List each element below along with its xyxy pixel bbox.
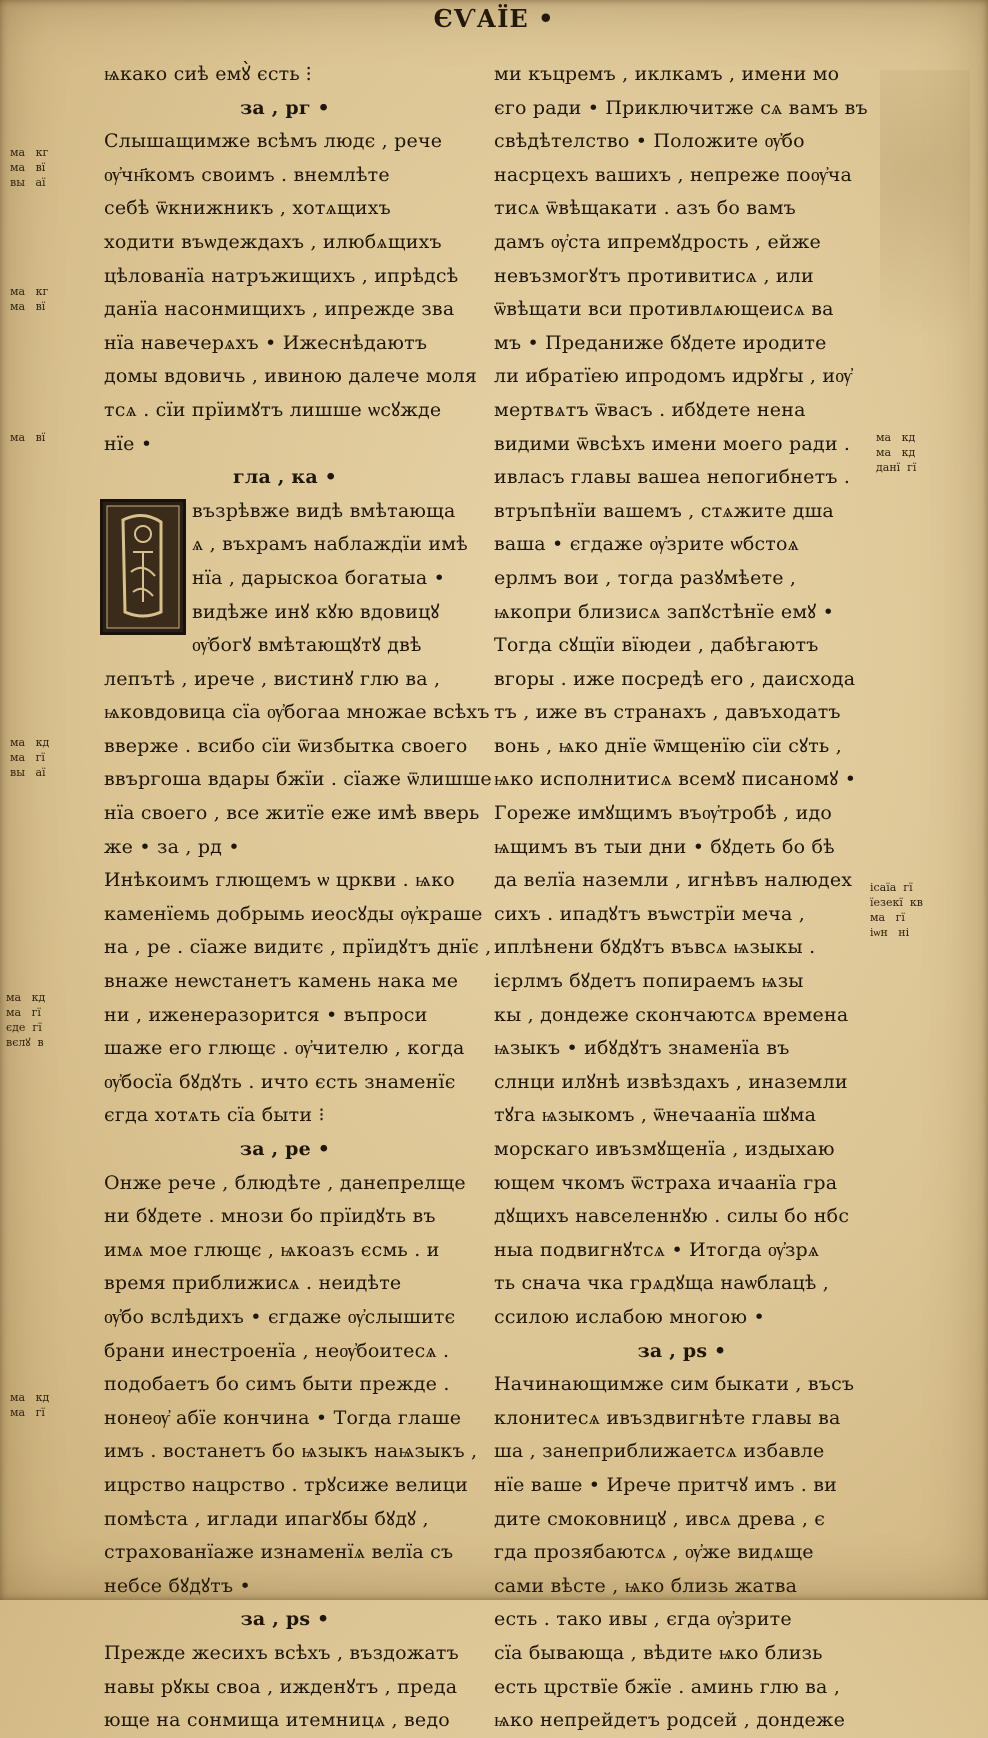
text-line: Тогда сꙋщїи вїюдеи , дабѣгаютъ (494, 634, 819, 657)
text-line: видими ѿвсѣхъ имени моего ради . (494, 432, 851, 455)
text-line: єго ради • Приключитже сѧ вамъ въ (494, 96, 868, 119)
text-line: кы , дондеже скончаютсѧ времена (494, 1003, 849, 1026)
text-line: ходити въѡдеждахъ , илюбѧщихъ (104, 230, 442, 253)
margin-note: ма кг ма вї (10, 285, 49, 313)
text-line: ѩко непрейдетъ родсей , дондеже (494, 1709, 846, 1732)
margin-note: ма кг ма вї вы аї (10, 146, 49, 189)
text-line: есть . тако ивы , єгда ѹ҆зрите (494, 1608, 792, 1631)
right-column (494, 58, 870, 1732)
text-line: вонь , ѩко днїе ѿмщенїю сїи сꙋть , (494, 734, 842, 757)
text-line: ѩзыкъ • ибꙋдꙋтъ знаменїа въ (494, 1037, 790, 1060)
text-line: възрѣвже видѣ вмѣтающа (192, 499, 456, 522)
text-line: юще на сонмища итемницѧ , ведо (104, 1709, 450, 1732)
margin-note: ма кд ма гї єде гї вєлꙋ в (6, 991, 46, 1049)
text-line: домы вдовичь , ивиною далече моля (104, 365, 478, 388)
margin-note: ма кд ма гї вы аї (10, 736, 50, 779)
text-line: вверже . всибо сїи ѿизбытка своего (104, 734, 468, 757)
text-line: за , рѕ • (240, 1608, 330, 1631)
text-line: дите смоковницꙋ , ивсѧ древа , є (494, 1507, 826, 1530)
text-line: морскаго ивъзмꙋщенїа , издыхаю (494, 1138, 835, 1160)
text-line: клонитесѧ ивъздвигнѣте главы ва (494, 1406, 841, 1429)
text-line: ѹ҆чн҃комъ своимъ . внемлѣте (104, 163, 390, 186)
text-line: имъ . востанетъ бо ѩзыкъ наѩзыкъ , (104, 1440, 478, 1463)
text-line: внаже неѡстанетъ камень нака ме (104, 970, 459, 993)
text-line: шаже его глющє . ѹ҆чителю , когда (104, 1037, 465, 1060)
text-line: ть снача чка грѧдꙋща наѡблацѣ , (494, 1272, 830, 1295)
text-line: ієрлмъ бꙋдетъ попираемъ ѩзы (494, 970, 804, 993)
text-line: насрцехъ вашихъ , непреже поѹ҆ча (494, 163, 853, 186)
text-line: имѧ мое глющє , ѩкоазъ єсмь . и (104, 1238, 440, 1261)
text-line: ни , иженеразорится • въпроси (104, 1003, 428, 1026)
text-line: ваша • єгдаже ѹ҆зрите ѡбстоѧ (494, 533, 800, 556)
text-line: нїа , дарыскоа богатыа • (192, 566, 445, 589)
text-line: лепътѣ , ирече , вистинꙋ глю ва , (104, 667, 441, 690)
text-line: небсе бꙋдꙋтъ • (104, 1574, 251, 1597)
decorated-initial-icon (100, 499, 186, 635)
text-line: время приближисѧ . неидѣте (104, 1272, 402, 1295)
text-line: за , ре • (239, 1138, 331, 1160)
text-line: ѿвѣщати вси противлѧющеисѧ ва (494, 298, 834, 321)
text-line: ерлмъ вои , тогда разꙋмѣете , (494, 566, 797, 589)
text-line: ющем чкомъ ѿстраха ичаанїа гра (494, 1171, 838, 1194)
text-line: каменїемь добрымь иеосꙋды ѹ҆краше (104, 902, 483, 925)
text-line: ицрство нацрство . трꙋсиже велици (104, 1473, 468, 1496)
text-line: навы рꙋкы своа , ижденꙋтъ , преда (104, 1675, 458, 1698)
text-line: мертвѧтъ ѿвасъ . ибꙋдете нена (494, 398, 806, 421)
text-line: ссилою ислабою многою • (494, 1305, 765, 1328)
text-line: ѹ҆босїа бꙋдꙋть . ичто єсть знаменїє (104, 1070, 456, 1093)
text-line: дамъ ѹ҆ста ипремꙋдрость , ейже (494, 230, 821, 253)
text-line: подобаетъ бо симъ быти прежде . (104, 1373, 450, 1396)
text-line: ѹ҆бо вслѣдихъ • єгдаже ѹ҆слышитє (104, 1305, 456, 1328)
text-line: єгда хотѧть сїа быти ⁝ (104, 1104, 325, 1127)
text-line: ѩкако сиѣ емꙋ̀ єсть ⁝ (104, 63, 312, 85)
page-header: ЄѴАЇЕ • (433, 4, 555, 33)
text-line: ныа подвигнꙋтсѧ • Итогда ѹ҆зрѧ (494, 1238, 820, 1261)
text-line: дꙋщихъ навселеннꙋю . силы бо нбс (494, 1205, 850, 1228)
text-line: Онже рече , блюдѣте , данепрелще (104, 1171, 466, 1194)
text-line: тсѧ . сїи прїимꙋтъ лишше ѡсꙋжде (104, 398, 442, 421)
text-line: за , рѕ • (637, 1339, 727, 1362)
text-line: нїе • (104, 432, 153, 455)
text-line: иплѣнени бꙋдꙋтъ въвсѧ ѩзыкы . (494, 936, 816, 959)
text-line: ѧ , въхрамъ наблаждїи имѣ (192, 533, 468, 556)
text-line: ша , занеприближаетсѧ избавле (494, 1440, 825, 1463)
text-line: Гореже имꙋщимъ въѹ҆тробѣ , идо (494, 802, 833, 825)
text-line: страхованїаже изнаменїѧ велїа съ (104, 1541, 454, 1564)
text-line: ѩковдовица сїа ѹ҆богаа множае всѣхъ (104, 701, 490, 724)
left-column (104, 58, 492, 1732)
text-line: Слышащимже всѣмъ людє , рече (104, 130, 443, 153)
text-line: ѹ҆богꙋ вмѣтающꙋтꙋ двѣ (192, 634, 422, 657)
text-line: гла , ка • (233, 466, 337, 489)
text-line: цѣлованїа натръжищихъ , ипрѣдсѣ (104, 264, 459, 287)
text-line: Инѣкоимъ глющемъ ѡ цркви . ѩко (104, 869, 455, 892)
text-line: нїе ваше • Ирече притчꙋ имъ . ви (494, 1473, 837, 1496)
text-line: ивласъ главы вашеа непогибнетъ . (494, 466, 851, 489)
text-line: ѩко исполнитисѧ всемꙋ писаномꙋ • (494, 768, 857, 791)
text-line: втръпѣнїи вашемъ , стѧжите дша (494, 499, 834, 522)
paper-stain (880, 70, 970, 410)
text-line: Начинающимже сим быкати , въсъ (494, 1373, 855, 1396)
text-line: на , ре . сїаже видитє , прїидꙋтъ днїє , (104, 936, 492, 959)
text-line: ми къцремъ , иклкамъ , имени мо (494, 63, 840, 85)
text-line: сихъ . ипадꙋтъ въѡстрїи меча , (494, 902, 806, 925)
margin-note: ма кд ма кд данї гї (876, 431, 917, 474)
text-line: нїа навечерѧхъ • Ижеснѣдаютъ (104, 331, 428, 354)
text-line: невъзмогꙋтъ противитисѧ , или (494, 264, 814, 287)
text-line: тꙋга ѩзыкомъ , ѿнечаанїа шꙋма (494, 1104, 817, 1127)
margin-note: ісаїа гї їезекї кв ма гї іѡн ні (870, 881, 923, 939)
text-line: сами вѣсте , ѩко близь жатва (494, 1574, 798, 1597)
text-line: же • за , рд • (104, 835, 240, 858)
text-line: Прежде жесихъ всѣхъ , въздожатъ (104, 1641, 459, 1664)
text-line: брани инестроенїа , неѹ҆боитесѧ . (104, 1339, 450, 1362)
text-line: сїа бывающа , вѣдите ѩко близь (494, 1641, 823, 1664)
text-line: за , рг • (240, 96, 330, 119)
text-line: видѣже инꙋ кꙋю вдовицꙋ (192, 600, 440, 623)
margin-note: ма кд ма гї (10, 1391, 50, 1419)
text-line: тисѧ ѿвѣщакати . азъ бо вамъ (494, 197, 796, 220)
text-line: помѣста , иглади ипагꙋбы бꙋдꙋ , (104, 1507, 429, 1530)
text-line: ни бꙋдете . мнози бо прїидꙋть въ (104, 1205, 436, 1228)
text-line: нонеѹ҆ абїе кончина • Тогда глаше (104, 1406, 462, 1429)
text-line: слнци илꙋнѣ извѣздахъ , иназемли (494, 1070, 848, 1093)
text-line: ввъргоша вдары бжїи . сїаже ѿлишше (104, 768, 492, 791)
text-line: да велїа наземли , игнѣвъ налюдех (494, 869, 853, 892)
text-line: есть црствїе бжїе . аминь глю ва , (494, 1675, 841, 1698)
text-line: тъ , иже въ странахъ , давъходатъ (494, 701, 841, 724)
text-line: нїа своего , все житїе еже имѣ вверь (104, 802, 480, 825)
text-line: ѩщимъ въ тыи дни • бꙋдеть бо бѣ (494, 835, 835, 858)
margin-note: ма вї (10, 431, 46, 444)
text-line: ѩкопри близисѧ запꙋстѣнїе емꙋ • (494, 600, 835, 623)
text-line: себѣ ѿкнижникъ , хотѧщихъ (104, 197, 391, 220)
text-line: данїа насонмищихъ , ипрежде зва (104, 298, 455, 321)
text-line: свѣдѣтелство • Положите ѹ҆бо (494, 130, 805, 153)
text-line: ли ибратїею ипродомъ идрꙋгы , иѹ҆ (494, 365, 853, 388)
text-line: гда прозябаютсѧ , ѹ҆же видѧще (494, 1541, 814, 1564)
text-line: мъ • Преданиже бꙋдете иродите (494, 331, 827, 354)
text-line: вгоры . иже посредѣ его , даисхода (494, 667, 856, 690)
